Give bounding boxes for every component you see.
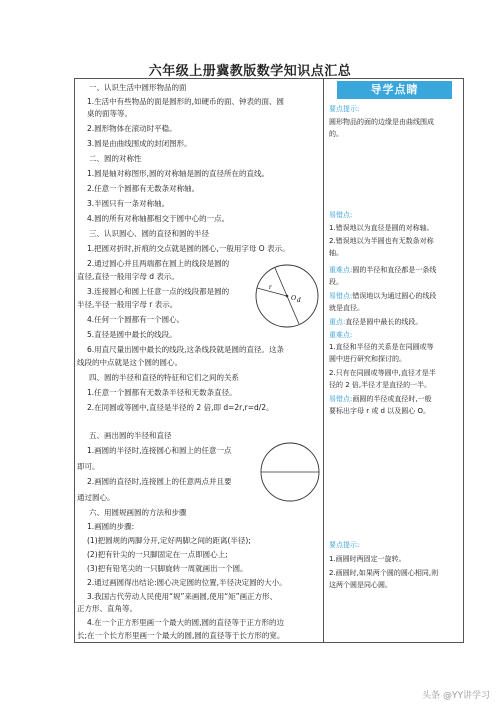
guide-text: 2.错误地以为半圆也有无数条对称 (329, 237, 434, 245)
guide-row (329, 291, 436, 301)
circle-diameter-figure (259, 441, 321, 503)
center-point (286, 295, 289, 298)
knowledge-line: 线段的中点就是这个圆的圆心。 (77, 358, 182, 367)
knowledge-line: 1.画圆的半径时,连接圆心和圆上的任意一点 (87, 446, 232, 455)
knowledge-line: 2.任意一个圆都有无数条对称轴。 (87, 184, 200, 193)
guide-text: 圆形物品的面的边缘是由曲线围成 (329, 118, 434, 126)
knowledge-line: 5.直径是圆中最长的线段。 (87, 330, 177, 339)
guide-row-key: 重点: (329, 318, 346, 326)
guide-label: 要点提示: (329, 541, 360, 549)
guide-text: 1.错误地以为直径是圆的对称轴。 (329, 224, 434, 232)
page-title: 六年级上册冀教版数学知识点汇总 (148, 64, 352, 79)
summary-table (74, 78, 464, 643)
guide-text: 段。 (329, 278, 343, 286)
knowledge-line: 半径,半径一般用字母 r 表示。 (77, 300, 178, 309)
knowledge-line: 长;在一个长方形里画一个最大的圆,圆的直径等于长方形的宽。 (77, 631, 285, 640)
knowledge-line: 1.生活中有些物品的面是圆形的,如硬币的面、钟表的面、圆 (87, 97, 285, 106)
knowledge-line: 四、圆的半径和直径的特征和它们之间的关系 (89, 373, 239, 382)
knowledge-line: 3.圆是由曲线围成的封闭图形。 (87, 139, 192, 148)
knowledge-line: 4.任何一个圆都有一个圆心。 (87, 315, 185, 324)
guide-row (329, 394, 432, 404)
knowledge-line: 4.在一个正方形里画一个最大的圆,圆的直径等于正方形的边 (87, 618, 285, 627)
guide-row-value: 直径是圆中最长的线段。 (345, 318, 423, 326)
guide-column (324, 79, 463, 642)
guide-text: 2.画圆时,如果两个圆的圆心相同,则 (329, 569, 439, 577)
knowledge-line: 1.任意一个圆都有无数条半径和无数条直径。 (87, 388, 237, 397)
guide-text: 1.直径和半径的关系是在同圆或等 (329, 343, 434, 351)
knowledge-line: 1.圆是轴对称图形,圆的对称轴是圆的直径所在的直线。 (87, 169, 270, 178)
guide-row-value: 错误地以为通过圆心的线段 (352, 292, 437, 300)
guide-text: 就是直径。 (329, 304, 364, 312)
knowledge-line: 3.连接圆心和圆上任意一点的线段都是圆的 (87, 287, 230, 296)
guide-text: 径的 2 倍,半径才是直径的一半。 (329, 381, 432, 389)
knowledge-line: 1.画圆的步骤: (87, 522, 135, 531)
guide-row-key: 重难点: (329, 266, 353, 274)
knowledge-line: (2)把有针尖的一只脚固定在一点即圆心上; (87, 550, 228, 559)
knowledge-line: 3.半圆只有一条对称轴。 (87, 199, 170, 208)
guide-header: 导学点睛 (337, 81, 452, 99)
knowledge-line: 三、认识圆心、圆的直径和圆的半径 (89, 229, 209, 238)
knowledge-line: (3)把有铅笔尖的一只脚旋转一周就画出一个圆。 (87, 564, 248, 573)
knowledge-line: 一、认识生活中圆形物品的面 (89, 83, 187, 92)
knowledge-line: 4.圆的所有对称轴都相交于圆中心的一点。 (87, 214, 230, 223)
knowledge-line: 通过圆心。 (77, 493, 115, 502)
guide-label: 重难点: (329, 331, 353, 339)
diameter-label: d (297, 296, 301, 304)
guide-text: 2.只有在同圆或等圆中,直径才是半 (329, 369, 436, 377)
guide-text: 轴。 (329, 249, 343, 257)
guide-label: 要点提示: (329, 105, 360, 113)
knowledge-line: 六、用圆规画圆的方法和步骤 (89, 508, 187, 517)
knowledge-line: 直径,直径一般用字母 d 表示。 (77, 272, 179, 281)
knowledge-line: 2.在同圆或等圆中,直径是半径的 2 倍,即 d=2r,r=d/2。 (87, 403, 274, 412)
knowledge-line: 6.用直尺量出圆中最长的线段,这条线段就是圆的直径。这条 (87, 345, 285, 354)
knowledge-line: 即可。 (77, 462, 100, 471)
knowledge-line: 2.通过画圆得出结论:圆心决定圆的位置,半径决定圆的大小。 (87, 578, 287, 587)
knowledge-line: 1.把圆对折时,折痕的交点就是圆的圆心,一般用字母 O 表示。 (87, 244, 290, 253)
guide-text: 要标出字母 r 或 d 以及圆心 O。 (329, 407, 430, 415)
guide-row (329, 317, 422, 327)
guide-text: 这两个圆是同心圆。 (329, 581, 392, 589)
knowledge-column (75, 79, 324, 642)
knowledge-line: 正方形、直角等。 (77, 604, 137, 613)
knowledge-line: 桌的面等等。 (87, 109, 132, 118)
guide-row-key: 易错点: (329, 395, 353, 403)
guide-text: 圆中进行研究和探讨的。 (329, 355, 406, 363)
knowledge-line: 2.圆形物体在滚动时平稳。 (87, 124, 177, 133)
knowledge-line: 五、画出圆的半径和直径 (89, 431, 172, 440)
radius-label: r (269, 283, 272, 291)
knowledge-line: 3.我国古代劳动人民使用“规”来画圆,使用“矩”画正方形、 (87, 592, 278, 601)
center-label: O (291, 294, 297, 302)
watermark: 头条 @YY讲学习 (422, 691, 490, 701)
guide-row-value: 圆的半径和直径都是一条线 (352, 266, 437, 274)
circle-radius-diameter-figure (253, 262, 321, 330)
guide-text: 的。 (329, 130, 343, 138)
guide-row-value: 画圆的半径或直径时,一般 (352, 395, 432, 403)
guide-text: 1.画圆时两固定一旋转。 (329, 555, 406, 563)
knowledge-line: 2.画圆的直径时,连接圆上的任意两点并且要 (87, 477, 232, 486)
guide-row (329, 265, 436, 275)
knowledge-line: (1)把圆规的两脚分开,定好两脚之间的距离(半径); (87, 536, 251, 545)
knowledge-line: 2.通过圆心并且两端都在圆上的线段是圆的 (87, 259, 230, 268)
guide-row-key: 易错点: (329, 292, 353, 300)
radius-line (257, 288, 287, 296)
guide-label: 易错点: (329, 211, 353, 219)
knowledge-line: 二、圆的对称性 (89, 154, 142, 163)
